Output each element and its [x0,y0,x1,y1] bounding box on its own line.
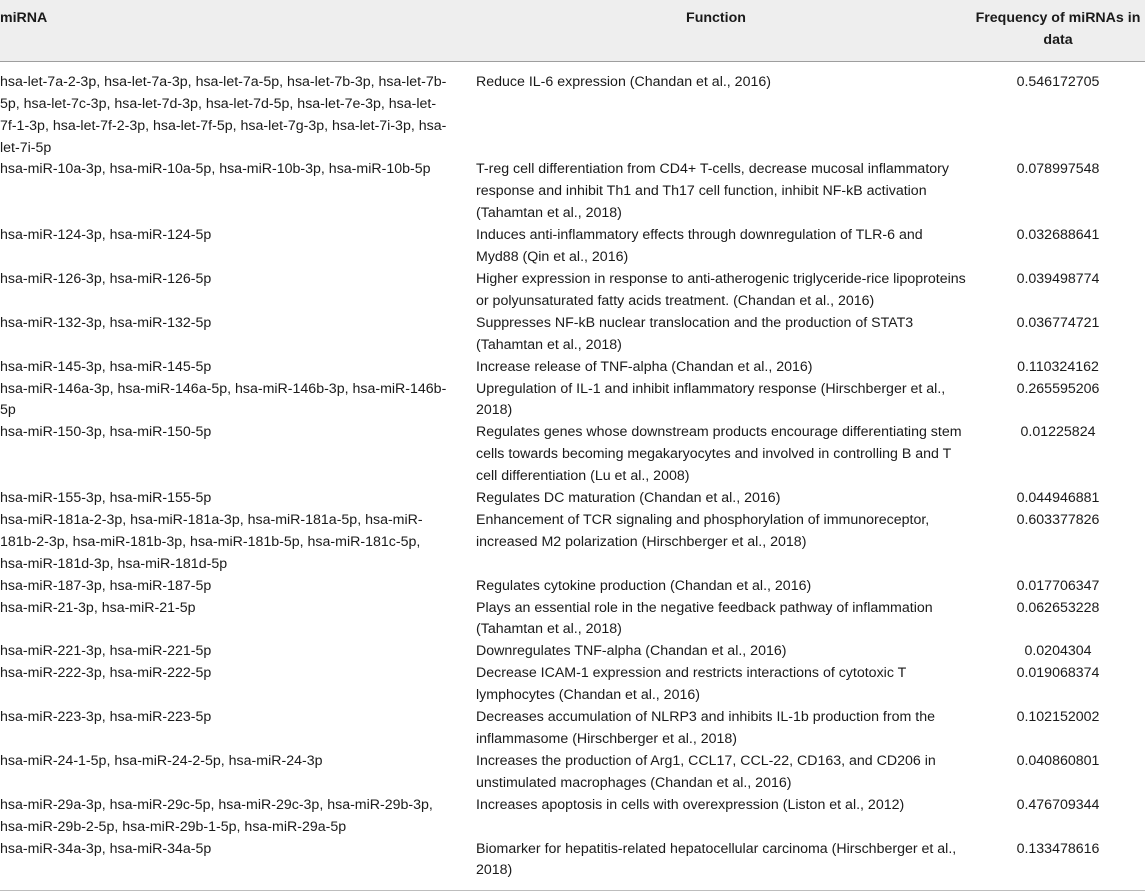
cell-function: Regulates cytokine production (Chandan et al., 2016) [476,577,812,594]
table-row [0,488,1145,510]
table-row [0,707,1145,751]
table-row [0,422,1145,488]
table-row [0,61,1145,159]
cell-mirna: hsa-miR-150-3p, hsa-miR-150-5p [0,424,212,441]
cell-frequency: 0.0204304 [1024,643,1092,660]
header-mirna: miRNA [0,0,459,61]
cell-mirna: hsa-miR-187-3p, hsa-miR-187-5p [0,577,212,594]
cell-mirna: hsa-miR-10a-3p, hsa-miR-10a-5p, hsa-miR-10b-3p, hsa-miR-10b-5p [0,161,431,178]
cell-frequency: 0.044946881 [1016,490,1100,507]
cell-mirna: hsa-miR-21-3p, hsa-miR-21-5p [0,599,196,616]
cell-function: Reduce IL-6 expression (Chandan et al., 2016) [476,73,771,90]
cell-function: T-reg cell differentiation from CD4+ T-cells, decrease mucosal inflammatory response and inhibit Th1 and Th17 cell function, inhibit NF-kB activation (Tahamtan et al., 2018) [476,161,949,222]
cell-function: Biomarker for hepatitis-related hepatocellular carcinoma (Hirschberger et al., 2018) [476,840,957,879]
table-body [0,61,1145,891]
cell-mirna: hsa-miR-222-3p, hsa-miR-222-5p [0,665,212,682]
cell-mirna: hsa-miR-132-3p, hsa-miR-132-5p [0,314,212,331]
table-row [0,641,1145,663]
cell-mirna: hsa-miR-155-3p, hsa-miR-155-5p [0,490,212,507]
cell-frequency: 0.040860801 [1016,752,1100,769]
cell-mirna: hsa-miR-145-3p, hsa-miR-145-5p [0,358,212,375]
table-header [0,0,1145,61]
cell-mirna: hsa-miR-124-3p, hsa-miR-124-5p [0,227,212,244]
cell-function: Induces anti-inflammatory effects through downregulation of TLR-6 and Myd88 (Qin et al., 2016) [476,227,923,266]
cell-frequency: 0.062653228 [1016,599,1100,616]
cell-mirna: hsa-miR-146a-3p, hsa-miR-146a-5p, hsa-miR-146b-3p, hsa-miR-146b-5p [0,380,447,419]
cell-frequency: 0.01225824 [1020,424,1096,441]
cell-function: Regulates genes whose downstream products encourage differentiating stem cells towards becoming megakaryocytes and involved in controlling B and T cell differentiation (Lu et al., 2008) [476,424,962,485]
table-row [0,795,1145,839]
cell-frequency: 0.133478616 [1016,840,1100,857]
cell-mirna: hsa-let-7a-2-3p, hsa-let-7a-3p, hsa-let-7a-5p, hsa-let-7b-3p, hsa-let-7b-5p, hsa-let-7c-3p, hsa-let-7d-3p, hsa-let-7d-5p, hsa-let-7e-3p, hsa-let-7f-1-3p, hsa-let-7f-2-3p, hsa-let-7f-5p, hsa-let-7g-3p, hsa-let-7i-3p, hsa-let-7i-5p [0,73,447,156]
cell-mirna: hsa-miR-34a-3p, hsa-miR-34a-5p [0,840,212,857]
table-row [0,313,1145,357]
table-row [0,510,1145,576]
cell-mirna: hsa-miR-29a-3p, hsa-miR-29c-5p, hsa-miR-29c-3p, hsa-miR-29b-3p, hsa-miR-29b-2-5p, hsa-miR-29b-1-5p, hsa-miR-29a-5p [0,796,433,835]
cell-function: Increases apoptosis in cells with overexpression (Liston et al., 2012) [476,796,905,813]
cell-mirna: hsa-miR-223-3p, hsa-miR-223-5p [0,709,212,726]
table-row [0,663,1145,707]
cell-frequency: 0.036774721 [1016,314,1100,331]
table-row [0,598,1145,642]
cell-mirna: hsa-miR-221-3p, hsa-miR-221-5p [0,643,212,660]
header-row [0,0,1145,61]
cell-frequency: 0.019068374 [1016,665,1100,682]
cell-function: Downregulates TNF-alpha (Chandan et al., 2016) [476,643,787,660]
cell-frequency: 0.603377826 [1016,511,1100,528]
cell-frequency: 0.039498774 [1016,270,1100,287]
cell-function: Plays an essential role in the negative feedback pathway of inflammation (Tahamtan et al., 2018) [476,599,933,638]
cell-frequency: 0.017706347 [1016,577,1100,594]
cell-function: Suppresses NF-kB nuclear translocation and the production of STAT3 (Tahamtan et al., 2018) [476,314,914,353]
cell-function: Upregulation of IL-1 and inhibit inflammatory response (Hirschberger et al., 2018) [476,380,946,419]
cell-frequency: 0.032688641 [1016,227,1100,244]
cell-function: Regulates DC maturation (Chandan et al., 2016) [476,490,781,507]
table-row [0,839,1145,891]
cell-function: Higher expression in response to anti-atherogenic triglyceride-rice lipoproteins or polyunsaturated fatty acids treatment. (Chandan et al., 2016) [476,270,966,309]
cell-mirna: hsa-miR-24-1-5p, hsa-miR-24-2-5p, hsa-miR-24-3p [0,752,323,769]
table-row [0,357,1145,379]
cell-frequency: 0.102152002 [1016,709,1100,726]
cell-function: Increase release of TNF-alpha (Chandan et al., 2016) [476,358,813,375]
table-row [0,751,1145,795]
table-row [0,225,1145,269]
header-function: Function [459,0,973,61]
header-frequency: Frequency of miRNAs in data [973,0,1145,61]
table-row [0,576,1145,598]
cell-mirna: hsa-miR-126-3p, hsa-miR-126-5p [0,270,212,287]
cell-frequency: 0.078997548 [1016,161,1100,178]
cell-function: Increases the production of Arg1, CCL17, CCL-22, CD163, and CD206 in unstimulated macrophages (Chandan et al., 2016) [476,752,936,791]
table-row [0,159,1145,225]
table-row [0,379,1145,423]
cell-frequency: 0.265595206 [1016,380,1100,397]
cell-frequency: 0.110324162 [1017,358,1099,375]
cell-function: Decrease ICAM-1 expression and restricts interactions of cytotoxic T lymphocytes (Chandan et al., 2016) [476,665,907,704]
cell-mirna: hsa-miR-181a-2-3p, hsa-miR-181a-3p, hsa-miR-181a-5p, hsa-miR-181b-2-3p, hsa-miR-181b-3p, hsa-miR-181b-5p, hsa-miR-181c-5p, hsa-miR-181d-3p, hsa-miR-181d-5p [0,511,423,572]
cell-function: Decreases accumulation of NLRP3 and inhibits IL-1b production from the inflammasome (Hirschberger et al., 2018) [476,709,935,747]
cell-frequency: 0.476709344 [1016,796,1100,813]
table-row [0,269,1145,313]
cell-function: Enhancement of TCR signaling and phosphorylation of immunoreceptor, increased M2 polarization (Hirschberger et al., 2018) [476,511,930,550]
cell-frequency: 0.546172705 [1016,73,1100,90]
